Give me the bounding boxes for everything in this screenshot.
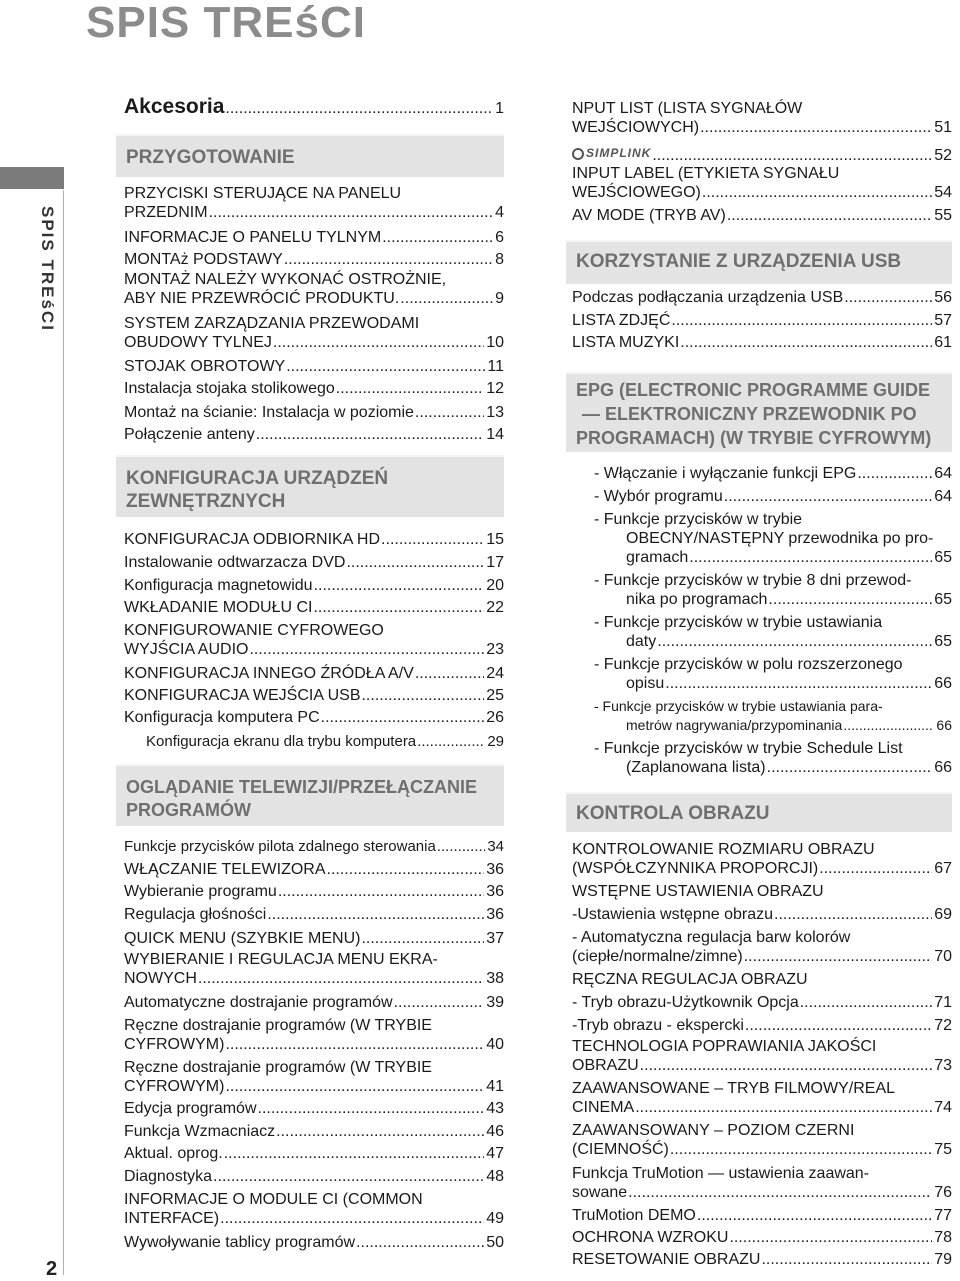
leader-dots: [224, 1144, 484, 1163]
toc-entry-title: opisu: [626, 675, 665, 692]
toc-entry[interactable]: [124, 664, 504, 683]
toc-entry-title: RĘCZNA REGULACJA OBRAZU: [572, 971, 808, 988]
toc-entry-title: Funkcja Wzmacniacz: [124, 1123, 276, 1140]
toc-entry-page: 77: [934, 1207, 952, 1224]
toc-entry[interactable]: [124, 598, 504, 617]
toc-entry[interactable]: [124, 403, 504, 422]
leader-dots: [665, 674, 932, 693]
toc-entry-page: 43: [486, 1100, 504, 1117]
leader-dots: [671, 311, 932, 330]
toc-entry-title: Konfiguracja komputera PC: [124, 709, 320, 726]
toc-entry-page: 17: [486, 554, 504, 571]
toc-entry-title: TECHNOLOGIA POPRAWIANIA JAKOŚCI: [572, 1038, 877, 1055]
toc-entry-page: 25: [486, 687, 504, 704]
toc-entry-title: Ręczne dostrajanie programów (W TRYBIE: [124, 1059, 432, 1076]
toc-entry[interactable]: [124, 732, 504, 751]
toc-entry-title: PRZYCISKI STERUJĄCE NA PANELU: [124, 185, 402, 202]
toc-entry-title: INFORMACJE O PANELU TYLNYM: [124, 229, 382, 246]
toc-entry-title: - Automatyczna regulacja barw kolorów: [572, 929, 851, 946]
toc-entry[interactable]: [124, 357, 504, 376]
toc-entry-title: SYSTEM ZARZĄDZANIA PRZEWODAMI: [124, 315, 420, 332]
leader-dots: [276, 1122, 484, 1141]
leader-dots: [640, 1056, 933, 1075]
toc-entry-page: 37: [486, 930, 504, 947]
toc-entry-title: MONTAż PODSTAWY: [124, 251, 283, 268]
toc-entry[interactable]: [572, 840, 952, 878]
toc-entry[interactable]: [572, 928, 952, 966]
section-header-konfiguracja: [116, 455, 504, 517]
toc-entry[interactable]: [124, 686, 504, 705]
page-number: 2: [46, 1258, 58, 1280]
toc-entry[interactable]: [572, 487, 952, 506]
leader-dots: [278, 882, 484, 901]
toc-entry[interactable]: [572, 1016, 952, 1035]
leader-dots: [394, 993, 485, 1012]
leader-dots: [415, 664, 484, 683]
toc-entry-title: Funkcje przycisków pilota zdalnego sterowania: [124, 838, 436, 855]
leader-dots: [724, 487, 932, 506]
toc-entry[interactable]: [124, 553, 504, 572]
toc-entry[interactable]: [572, 464, 952, 483]
toc-entry-title: INTERFACE): [124, 1210, 220, 1227]
toc-entry-title: KONTROLOWANIE ROZMIARU OBRAZU: [572, 841, 875, 858]
leader-dots: [767, 758, 933, 777]
toc-entry-title: metrów nagrywania/przypominania: [626, 717, 843, 733]
toc-entry-title: NOWYCH: [124, 970, 197, 987]
toc-entry-page: 64: [934, 465, 952, 482]
toc-entry[interactable]: [124, 950, 504, 988]
toc-entry-page: 70: [934, 948, 952, 965]
leader-dots: [267, 905, 484, 924]
toc-entry-title: WKŁADANIE MODUŁU CI: [124, 599, 313, 616]
simplink-icon: [572, 148, 584, 160]
toc-entry-title: - Funkcje przycisków w trybie: [594, 511, 803, 528]
toc-entry[interactable]: [572, 739, 952, 777]
toc-entry-page: 79: [934, 1251, 952, 1268]
toc-entry-page: 23: [486, 641, 504, 658]
toc-entry[interactable]: [572, 1079, 952, 1117]
toc-entry-accessories[interactable]: [124, 97, 504, 121]
leader-dots: [256, 425, 484, 444]
toc-entry-title: Automatyczne dostrajanie programów: [124, 994, 393, 1011]
toc-entry-title: Funkcja TruMotion — ustawienia zaawan-: [572, 1165, 870, 1182]
leader-dots: [819, 859, 932, 878]
toc-entry[interactable]: [572, 311, 952, 330]
toc-entry-title: INFORMACJE O MODULE CI (COMMON: [124, 1191, 423, 1208]
leader-dots: [327, 860, 485, 879]
toc-entry-page: 69: [934, 906, 952, 923]
simplink-logo-text: SIMPLINK: [586, 146, 652, 160]
toc-entry-title: NPUT LIST (LISTA SYGNAŁÓW: [572, 100, 803, 117]
leader-dots: [225, 1077, 484, 1096]
toc-entry-title: KONFIGURACJA INNEGO ŹRÓDŁA A/V: [124, 665, 414, 682]
toc-entry-page: 40: [486, 1036, 504, 1053]
toc-entry-title: CYFROWYM): [124, 1036, 225, 1053]
section-header-usb: [566, 240, 952, 284]
toc-entry-title: STOJAK OBROTOWY: [124, 358, 286, 375]
toc-entry[interactable]: [124, 1058, 504, 1096]
toc-entry-page: 66: [934, 675, 952, 692]
toc-entry-page: 9: [495, 290, 504, 307]
leader-dots: [745, 1016, 932, 1035]
toc-entry-title: MONTAŻ NALEŻY WYKONAĆ OSTROŻNIE,: [124, 271, 447, 288]
leader-dots: [702, 183, 932, 202]
toc-entry-page: 11: [487, 358, 504, 375]
leader-dots: [843, 716, 934, 735]
toc-entry-page: 49: [486, 1210, 504, 1227]
toc-entry-title: - Funkcje przycisków w trybie ustawiania para-: [594, 698, 883, 714]
toc-entry[interactable]: [124, 530, 504, 549]
toc-entry-title: (WSPÓŁCZYNNIKA PROPORCJI): [572, 860, 819, 877]
leader-dots: [729, 1228, 932, 1247]
leader-dots: [336, 379, 484, 398]
toc-entry-page: 12: [486, 380, 504, 397]
toc-entry-title: Montaż na ścianie: Instalacja w poziomie: [124, 404, 414, 421]
section-title: KONTROLA OBRAZU: [576, 803, 770, 824]
toc-entry-page: 54: [934, 184, 952, 201]
toc-entry-title: ZAAWANSOWANY – POZIOM CZERNI: [572, 1122, 855, 1139]
toc-entry[interactable]: [124, 1144, 504, 1163]
toc-entry[interactable]: [124, 270, 504, 308]
leader-dots: [273, 333, 484, 352]
toc-entry-page: 6: [495, 229, 504, 246]
toc-entry-title: Instalowanie odtwarzacza DVD: [124, 554, 346, 571]
toc-entry[interactable]: [124, 1016, 504, 1054]
leader-dots: [284, 250, 493, 269]
toc-entry-page: 72: [934, 1017, 952, 1034]
toc-entry-title: WSTĘPNE USTAWIENIA OBRAZU: [572, 883, 824, 900]
toc-entry[interactable]: [572, 655, 952, 693]
toc-entry-page: 75: [934, 1141, 952, 1158]
toc-entry-title: CINEMA: [572, 1099, 635, 1116]
leader-dots: [628, 1183, 932, 1202]
toc-entry-title: LISTA ZDJĘĆ: [572, 312, 671, 329]
toc-entry-title: - Funkcje przycisków w trybie 8 dni przewod-: [594, 572, 912, 589]
leader-dots: [346, 553, 484, 572]
toc-entry-title: Podczas podłączania urządzenia USB: [572, 289, 844, 306]
toc-entry-title: OBUDOWY TYLNEJ: [124, 334, 272, 351]
toc-entry-page: 65: [934, 633, 952, 650]
toc-entry-title: LISTA MUZYKI: [572, 334, 680, 351]
toc-entry[interactable]: [572, 571, 952, 609]
toc-entry[interactable]: [572, 1037, 952, 1075]
toc-entry-title: OCHRONA WZROKU: [572, 1229, 729, 1246]
toc-entry-title: - Funkcje przycisków w trybie Schedule List: [594, 740, 903, 757]
toc-entry-title: - Włączanie i wyłączanie funkcji EPG: [594, 465, 857, 482]
leader-dots: [657, 632, 932, 651]
toc-entry-title: daty: [626, 633, 657, 650]
leader-dots: [381, 530, 484, 549]
toc-entry-title: Wybieranie programu: [124, 883, 277, 900]
toc-entry-page: 61: [934, 334, 952, 351]
leader-dots: [417, 732, 485, 751]
toc-entry-page: 73: [934, 1057, 952, 1074]
side-tab-marker: [0, 167, 64, 189]
toc-entry-title: Konfiguracja ekranu dla trybu komputera: [146, 733, 417, 750]
toc-entry-title: - Funkcje przycisków w trybie ustawiania: [594, 614, 883, 631]
toc-entry-title: nika po programach: [626, 591, 768, 608]
toc-entry-title: OBECNY/NASTĘPNY przewodnika po pro-: [626, 530, 934, 547]
toc-entry-page: 38: [486, 970, 504, 987]
toc-entry-title: KONFIGUROWANIE CYFROWEGO: [124, 622, 384, 639]
toc-entry-title: TruMotion DEMO: [572, 1207, 696, 1224]
leader-dots: [680, 333, 932, 352]
toc-entry-page: 71: [934, 994, 952, 1011]
leader-dots: [652, 146, 932, 165]
toc-entry-title: WEJŚCIOWYCH): [572, 119, 700, 136]
toc-entry-page: 26: [486, 709, 504, 726]
toc-entry-title: QUICK MENU (SZYBKIE MENU): [124, 930, 361, 947]
toc-entry-page: 4: [495, 204, 504, 221]
toc-entry[interactable]: [124, 837, 504, 856]
toc-entry[interactable]: [124, 993, 504, 1012]
section-title: PROGRAMÓW: [126, 800, 251, 820]
toc-entry[interactable]: [572, 1250, 952, 1269]
toc-entry-page: 36: [486, 883, 504, 900]
toc-entry-title: Akcesoria: [124, 95, 225, 118]
toc-entry-page: 64: [934, 488, 952, 505]
toc-entry[interactable]: [572, 510, 952, 567]
section-header-kontrola-obrazu: [566, 792, 952, 832]
toc-entry-title: -Ustawienia wstępne obrazu: [572, 906, 773, 923]
toc-entry[interactable]: [572, 333, 952, 352]
toc-entry-page: 48: [486, 1168, 504, 1185]
leader-dots: [727, 206, 932, 225]
leader-dots: [744, 947, 932, 966]
leader-dots: [286, 357, 485, 376]
section-title: EPG (ELECTRONIC PROGRAMME GUIDE: [576, 380, 931, 400]
toc-entry-page: 66: [936, 717, 952, 733]
toc-entry[interactable]: [124, 1099, 504, 1118]
toc-entry-title: Połączenie anteny: [124, 426, 255, 443]
toc-entry-page: 76: [934, 1184, 952, 1201]
toc-entry-page: 41: [486, 1078, 504, 1095]
toc-entry-title: CYFROWYM): [124, 1078, 225, 1095]
toc-entry-title: Aktual. oprog.: [124, 1145, 223, 1162]
toc-entry[interactable]: [572, 99, 952, 137]
toc-entry[interactable]: [124, 1190, 504, 1228]
toc-entry-page: 57: [934, 312, 952, 329]
section-title: OGLĄDANIE TELEWIZJI/PRZEŁĄCZANIE: [126, 777, 477, 797]
toc-entry-page: 56: [934, 289, 952, 306]
leader-dots: [213, 1167, 484, 1186]
toc-entry[interactable]: [572, 970, 952, 989]
leader-dots: [314, 576, 485, 595]
section-header-przygotowanie: [116, 134, 504, 177]
toc-entry-page: 36: [486, 861, 504, 878]
toc-entry[interactable]: [572, 993, 952, 1012]
toc-entry[interactable]: [572, 1206, 952, 1225]
simplink-logo: [572, 144, 651, 163]
toc-entry[interactable]: [572, 1121, 952, 1159]
toc-entry[interactable]: [124, 860, 504, 879]
toc-entry-title: INPUT LABEL (ETYKIETA SYGNAŁU: [572, 165, 840, 182]
toc-entry-page: 65: [934, 549, 952, 566]
leader-dots: [635, 1098, 932, 1117]
toc-entry-title: gramach: [626, 549, 689, 566]
toc-entry[interactable]: [124, 184, 504, 222]
toc-entry-simplink[interactable]: [572, 144, 952, 163]
toc-entry-title: KONFIGURACJA ODBIORNIKA HD: [124, 531, 381, 548]
toc-entry[interactable]: [124, 250, 504, 269]
toc-entry-title: Konfiguracja magnetowidu: [124, 577, 313, 594]
toc-entry-title: ABY NIE PRZEWRÓCIĆ PRODUKTU.: [124, 290, 400, 307]
leader-dots: [768, 590, 932, 609]
leader-dots: [400, 289, 493, 308]
leader-dots: [258, 1099, 485, 1118]
toc-entry-title: OBRAZU: [572, 1057, 639, 1074]
leader-dots: [800, 993, 932, 1012]
toc-entry-title: Edycja programów: [124, 1100, 257, 1117]
leader-dots: [697, 1206, 932, 1225]
leader-dots: [225, 99, 493, 118]
toc-entry-title: WEJŚCIOWEGO): [572, 184, 701, 201]
toc-entry-page: 10: [486, 334, 504, 351]
toc-entry-page: 78: [934, 1229, 952, 1246]
toc-entry-page: 14: [486, 426, 504, 443]
leader-dots: [689, 548, 932, 567]
section-title: PRZYGOTOWANIE: [126, 147, 295, 168]
section-title: KONFIGURACJA URZĄDZEŃ: [126, 468, 389, 489]
leader-dots: [356, 1233, 484, 1252]
leader-dots: [857, 464, 932, 483]
toc-entry-page: 34: [487, 838, 504, 855]
toc-entry-page: 39: [486, 994, 504, 1011]
toc-entry-title: Instalacja stojaka stolikowego: [124, 380, 335, 397]
toc-entry-page: 29: [487, 733, 504, 750]
leader-dots: [382, 228, 493, 247]
toc-entry-page: 66: [934, 759, 952, 776]
toc-entry-title: Ręczne dostrajanie programów (W TRYBIE: [124, 1017, 432, 1034]
toc-entry-title: -Tryb obrazu - ekspercki: [572, 1017, 744, 1034]
toc-entry-page: 67: [934, 860, 952, 877]
toc-entry[interactable]: [124, 708, 504, 727]
toc-entry-title: (Zaplanowana lista): [626, 759, 766, 776]
toc-entry[interactable]: [124, 1122, 504, 1141]
toc-entry-page: 52: [934, 146, 952, 164]
side-section-label: SPIS TREśCI: [38, 206, 57, 332]
toc-entry[interactable]: [572, 697, 952, 735]
section-title: ZEWNĘTRZNYCH: [126, 491, 286, 512]
toc-entry[interactable]: [124, 929, 504, 948]
toc-entry-title: RESETOWANIE OBRAZU: [572, 1251, 761, 1268]
toc-entry[interactable]: [124, 425, 504, 444]
toc-entry[interactable]: [572, 613, 952, 651]
toc-entry-page: 13: [486, 404, 504, 421]
leader-dots: [209, 203, 494, 222]
side-divider: [63, 190, 64, 1275]
toc-entry-page: 20: [486, 577, 504, 594]
toc-entry[interactable]: [572, 1228, 952, 1247]
leader-dots: [774, 905, 932, 924]
section-title: KORZYSTANIE Z URZĄDZENIA USB: [576, 251, 902, 272]
toc-entry[interactable]: [124, 1233, 504, 1252]
toc-entry[interactable]: [572, 206, 952, 225]
toc-entry-title: (CIEMNOŚĆ): [572, 1141, 669, 1158]
toc-entry[interactable]: [124, 314, 504, 352]
toc-entry[interactable]: [572, 164, 952, 202]
toc-entry-title: sowane: [572, 1184, 628, 1201]
section-header-ogladanie: [116, 764, 504, 826]
toc-entry[interactable]: [124, 228, 504, 247]
toc-entry[interactable]: [124, 576, 504, 595]
toc-entry-page: 74: [934, 1099, 952, 1116]
leader-dots: [361, 686, 484, 705]
toc-entry[interactable]: [572, 882, 952, 901]
toc-entry-title: Wywoływanie tablicy programów: [124, 1234, 356, 1251]
toc-entry-title: Diagnostyka: [124, 1168, 213, 1185]
toc-entry[interactable]: [572, 288, 952, 307]
toc-entry[interactable]: [124, 882, 504, 901]
toc-entry[interactable]: [124, 1167, 504, 1186]
leader-dots: [198, 969, 484, 988]
toc-entry-page: 36: [486, 906, 504, 923]
toc-entry-title: PRZEDNIM: [124, 204, 208, 221]
toc-entry-page: 22: [486, 599, 504, 616]
toc-entry-page: 15: [486, 531, 504, 548]
toc-entry-page: 46: [486, 1123, 504, 1140]
toc-entry-title: Regulacja głośności: [124, 906, 267, 923]
leader-dots: [361, 929, 484, 948]
toc-entry-page: 24: [486, 665, 504, 682]
toc-entry-title: AV MODE (TRYB AV): [572, 207, 726, 224]
section-title: — ELEKTRONICZNY PRZEWODNIK PO: [582, 404, 917, 424]
toc-entry-page: 65: [934, 591, 952, 608]
leader-dots: [761, 1250, 932, 1269]
leader-dots: [225, 1035, 484, 1054]
toc-entry-page: 8: [495, 251, 504, 268]
leader-dots: [670, 1140, 932, 1159]
toc-entry-title: (ciepłe/normalne/zimne): [572, 948, 743, 965]
leader-dots: [313, 598, 484, 617]
leader-dots: [437, 837, 485, 856]
toc-entry-title: - Wybór programu: [594, 488, 723, 505]
toc-entry-page: 47: [486, 1145, 504, 1162]
toc-entry-page: 55: [934, 207, 952, 224]
toc-entry-page: 1: [495, 100, 504, 117]
leader-dots: [220, 1209, 484, 1228]
page-title: SPIS TREśCI: [86, 0, 366, 47]
leader-dots: [249, 640, 484, 659]
toc-entry[interactable]: [572, 1164, 952, 1202]
toc-entry-page: 50: [486, 1234, 504, 1251]
toc-entry-title: - Funkcje przycisków w polu rozszerzonego: [594, 656, 903, 673]
leader-dots: [700, 118, 932, 137]
toc-entry-title: WYBIERANIE I REGULACJA MENU EKRA-: [124, 951, 438, 968]
leader-dots: [321, 708, 485, 727]
leader-dots: [415, 403, 484, 422]
toc-entry[interactable]: [124, 379, 504, 398]
toc-entry[interactable]: [124, 621, 504, 659]
toc-entry[interactable]: [572, 905, 952, 924]
leader-dots: [844, 288, 932, 307]
section-header-epg: [566, 372, 952, 452]
toc-entry[interactable]: [124, 905, 504, 924]
toc-entry-page: 51: [934, 119, 952, 136]
toc-entry-title: WYJŚCIA AUDIO: [124, 641, 249, 658]
toc-entry-title: - Tryb obrazu-Użytkownik Opcja: [572, 994, 799, 1011]
section-title: PROGRAMACH) (W TRYBIE CYFROWYM): [576, 428, 932, 448]
toc-entry-title: ZAAWANSOWANE – TRYB FILMOWY/REAL: [572, 1080, 896, 1097]
toc-entry-title: KONFIGURACJA WEJŚCIA USB: [124, 687, 361, 704]
toc-entry-title: WŁĄCZANIE TELEWIZORA: [124, 861, 326, 878]
